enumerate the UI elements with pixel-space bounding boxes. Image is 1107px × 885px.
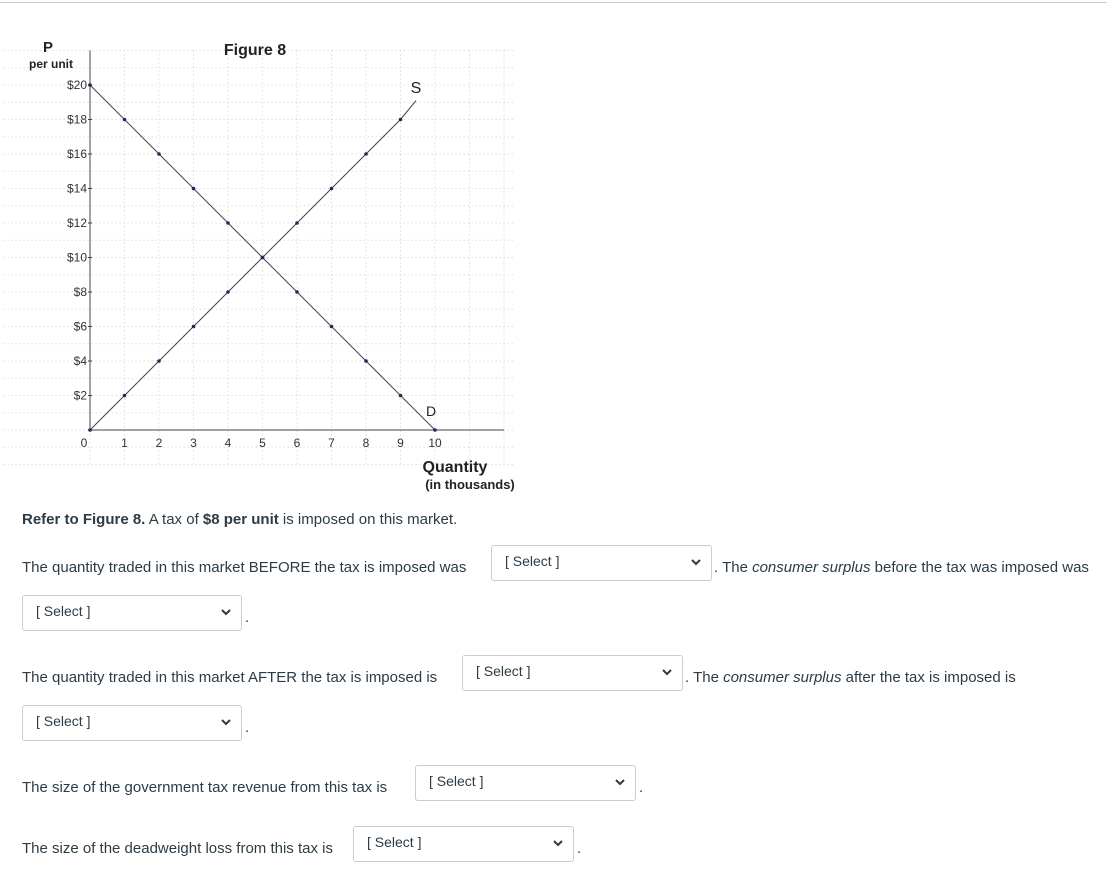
supply-point bbox=[88, 428, 92, 432]
cs-before-select[interactable] bbox=[22, 595, 242, 631]
select-placeholder: [ Select ] bbox=[505, 553, 560, 569]
cs-after-select[interactable] bbox=[22, 705, 242, 741]
question-qty-after: The quantity traded in this market AFTER the tax is imposed is bbox=[22, 669, 438, 686]
x-tick-label: 5 bbox=[259, 436, 266, 450]
chevron-down-icon bbox=[551, 836, 565, 850]
q2-post: before the tax was imposed was bbox=[870, 559, 1089, 576]
intro-text bbox=[22, 510, 457, 530]
qty-before-select[interactable] bbox=[491, 545, 712, 581]
y-tick-label: $12 bbox=[66, 216, 87, 230]
supply-curve-line bbox=[90, 101, 416, 430]
y-tick-label: $14 bbox=[66, 181, 87, 196]
select-placeholder: [ Select ] bbox=[476, 663, 531, 679]
demand-curve-label: D bbox=[425, 403, 437, 419]
x-axis-label: Quantity bbox=[422, 459, 488, 476]
y-tick-label: $6 bbox=[73, 319, 87, 334]
period: . bbox=[577, 840, 582, 857]
period: . bbox=[245, 609, 250, 626]
q4-post: after the tax is imposed is bbox=[841, 669, 1016, 686]
demand-point bbox=[399, 394, 403, 398]
question-deadweight-loss: The size of the deadweight loss from this tax is bbox=[22, 840, 333, 857]
supply-point bbox=[226, 290, 230, 294]
y-axis-sublabel: per unit bbox=[29, 57, 73, 71]
x-tick-label: 6 bbox=[293, 436, 301, 450]
supply-point bbox=[157, 359, 161, 363]
tax-revenue-select[interactable] bbox=[415, 765, 636, 801]
supply-point bbox=[364, 152, 368, 156]
x-tick-label: 0 bbox=[80, 436, 88, 450]
supply-point bbox=[295, 221, 299, 225]
y-tick-label: $18 bbox=[66, 112, 87, 127]
chart-title: Figure 8 bbox=[223, 42, 287, 59]
x-tick-label: 2 bbox=[155, 436, 163, 450]
y-tick-label: $16 bbox=[66, 147, 87, 161]
supply-curve-label: S bbox=[410, 80, 422, 97]
demand-point bbox=[192, 187, 196, 191]
question-cs-after bbox=[685, 668, 1016, 688]
q2-italic: consumer surplus bbox=[752, 559, 871, 576]
x-tick-label: 9 bbox=[397, 436, 404, 450]
y-axis-label: P bbox=[42, 39, 54, 56]
demand-point bbox=[88, 83, 92, 87]
supply-point bbox=[399, 118, 403, 122]
q4-pre: . The bbox=[685, 669, 724, 686]
period: . bbox=[245, 719, 250, 736]
y-tick-label: $10 bbox=[66, 250, 87, 265]
supply-point bbox=[123, 394, 127, 398]
x-tick-label: 10 bbox=[428, 436, 442, 450]
q4-italic: consumer surplus bbox=[723, 669, 842, 686]
qty-after-select[interactable] bbox=[462, 655, 683, 691]
demand-point bbox=[330, 325, 334, 329]
supply-point bbox=[192, 325, 196, 329]
y-tick-label: $2 bbox=[73, 388, 87, 403]
select-placeholder: [ Select ] bbox=[36, 603, 91, 619]
y-tick-label: $20 bbox=[66, 78, 87, 92]
demand-point bbox=[123, 118, 127, 122]
question-tax-revenue: The size of the government tax revenue from this tax is bbox=[22, 779, 388, 796]
deadweight-loss-select[interactable] bbox=[353, 826, 574, 862]
demand-point bbox=[261, 256, 265, 260]
y-tick-label: $8 bbox=[73, 285, 87, 299]
intro-tail: is imposed on this market. bbox=[278, 511, 458, 528]
period: . bbox=[639, 779, 644, 796]
select-placeholder: [ Select ] bbox=[429, 773, 484, 789]
x-tick-label: 7 bbox=[328, 436, 335, 450]
demand-point bbox=[433, 428, 437, 432]
x-tick-label: 8 bbox=[362, 436, 370, 450]
x-axis-sublabel: (in thousands) bbox=[425, 477, 515, 492]
select-placeholder: [ Select ] bbox=[367, 834, 422, 850]
intro-lead: Refer to Figure 8. bbox=[22, 511, 146, 528]
figure-8-chart bbox=[0, 0, 530, 500]
chevron-down-icon bbox=[660, 665, 674, 679]
demand-point bbox=[295, 290, 299, 294]
intro-mid: A tax of bbox=[145, 511, 203, 528]
x-tick-label: 3 bbox=[190, 436, 197, 450]
intro-tax: $8 per unit bbox=[202, 511, 279, 528]
demand-point bbox=[157, 152, 161, 156]
q2-pre: . The bbox=[714, 559, 753, 576]
y-tick-label: $4 bbox=[73, 354, 87, 368]
question-qty-before: The quantity traded in this market BEFORE the tax is imposed was bbox=[22, 559, 467, 576]
x-tick-label: 4 bbox=[224, 436, 232, 450]
demand-point bbox=[226, 221, 230, 225]
chevron-down-icon bbox=[689, 555, 703, 569]
x-tick-label: 1 bbox=[121, 436, 128, 450]
supply-point bbox=[330, 187, 334, 191]
question-cs-before bbox=[714, 558, 1089, 578]
chevron-down-icon bbox=[219, 715, 233, 729]
chevron-down-icon bbox=[219, 605, 233, 619]
chevron-down-icon bbox=[613, 775, 627, 789]
select-placeholder: [ Select ] bbox=[36, 713, 91, 729]
demand-point bbox=[364, 359, 368, 363]
